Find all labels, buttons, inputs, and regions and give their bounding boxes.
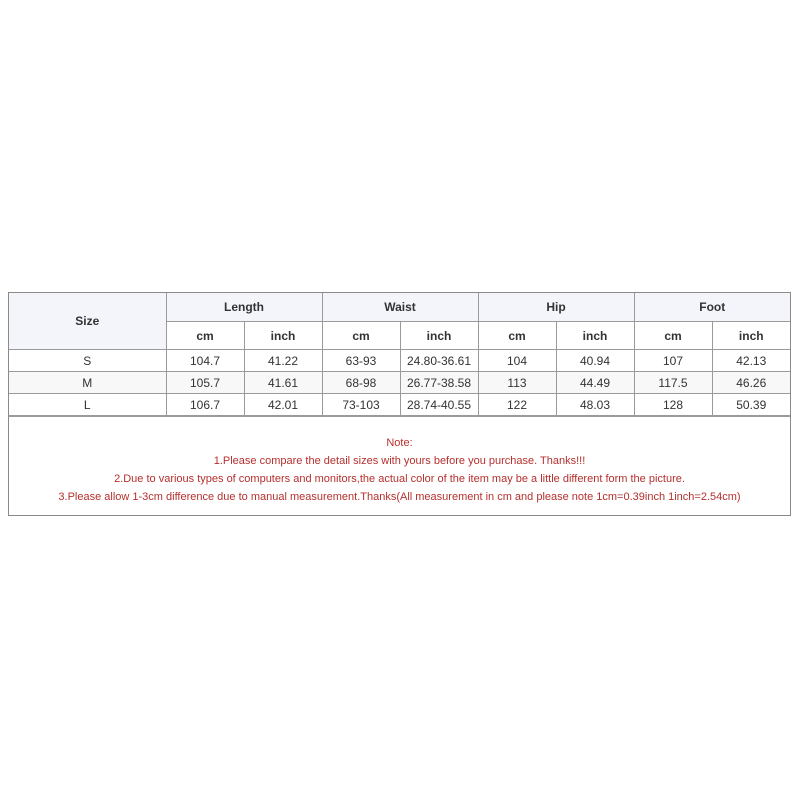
waist-inch-header: inch (400, 322, 478, 350)
size-header: Size (9, 293, 166, 350)
length-inch-header: inch (244, 322, 322, 350)
table-cell: 63-93 (322, 350, 400, 372)
table-cell: 41.61 (244, 372, 322, 394)
table-cell: 107 (634, 350, 712, 372)
foot-cm-header: cm (634, 322, 712, 350)
foot-header: Foot (634, 293, 790, 322)
table-cell: 50.39 (712, 394, 790, 416)
size-cell: S (9, 350, 166, 372)
table-cell: 113 (478, 372, 556, 394)
table-cell: 28.74-40.55 (400, 394, 478, 416)
size-chart (8, 292, 791, 516)
size-cell: M (9, 372, 166, 394)
length-cm-header: cm (166, 322, 244, 350)
table-cell: 104 (478, 350, 556, 372)
table-cell: 104.7 (166, 350, 244, 372)
table-cell: 41.22 (244, 350, 322, 372)
note-line-2: 2.Due to various types of computers and monitors,the actual color of the item may be a little different form the picture. (114, 473, 685, 485)
waist-cm-header: cm (322, 322, 400, 350)
table-cell: 73-103 (322, 394, 400, 416)
table-row (9, 394, 790, 416)
waist-header: Waist (322, 293, 478, 322)
table-cell: 48.03 (556, 394, 634, 416)
notes-title: Note: (386, 437, 413, 449)
table-cell: 105.7 (166, 372, 244, 394)
table-cell: 42.13 (712, 350, 790, 372)
table-cell: 40.94 (556, 350, 634, 372)
table-cell: 42.01 (244, 394, 322, 416)
table-cell: 44.49 (556, 372, 634, 394)
table-cell: 128 (634, 394, 712, 416)
size-table (9, 293, 790, 416)
notes-section (9, 416, 790, 515)
hip-inch-header: inch (556, 322, 634, 350)
length-header: Length (166, 293, 322, 322)
table-cell: 46.26 (712, 372, 790, 394)
table-cell: 106.7 (166, 394, 244, 416)
note-line-1: 1.Please compare the detail sizes with yours before you purchase. Thanks!!! (213, 455, 586, 467)
hip-cm-header: cm (478, 322, 556, 350)
hip-header: Hip (478, 293, 634, 322)
table-cell: 68-98 (322, 372, 400, 394)
table-cell: 117.5 (634, 372, 712, 394)
note-line-3: 3.Please allow 1-3cm difference due to manual measurement.Thanks(All measurement in cm and please note 1cm=0.39inch 1inch=2.54cm) (58, 491, 741, 503)
foot-inch-header: inch (712, 322, 790, 350)
table-row (9, 350, 790, 372)
size-cell: L (9, 394, 166, 416)
table-cell: 122 (478, 394, 556, 416)
table-cell: 26.77-38.58 (400, 372, 478, 394)
table-row (9, 372, 790, 394)
table-cell: 24.80-36.61 (400, 350, 478, 372)
